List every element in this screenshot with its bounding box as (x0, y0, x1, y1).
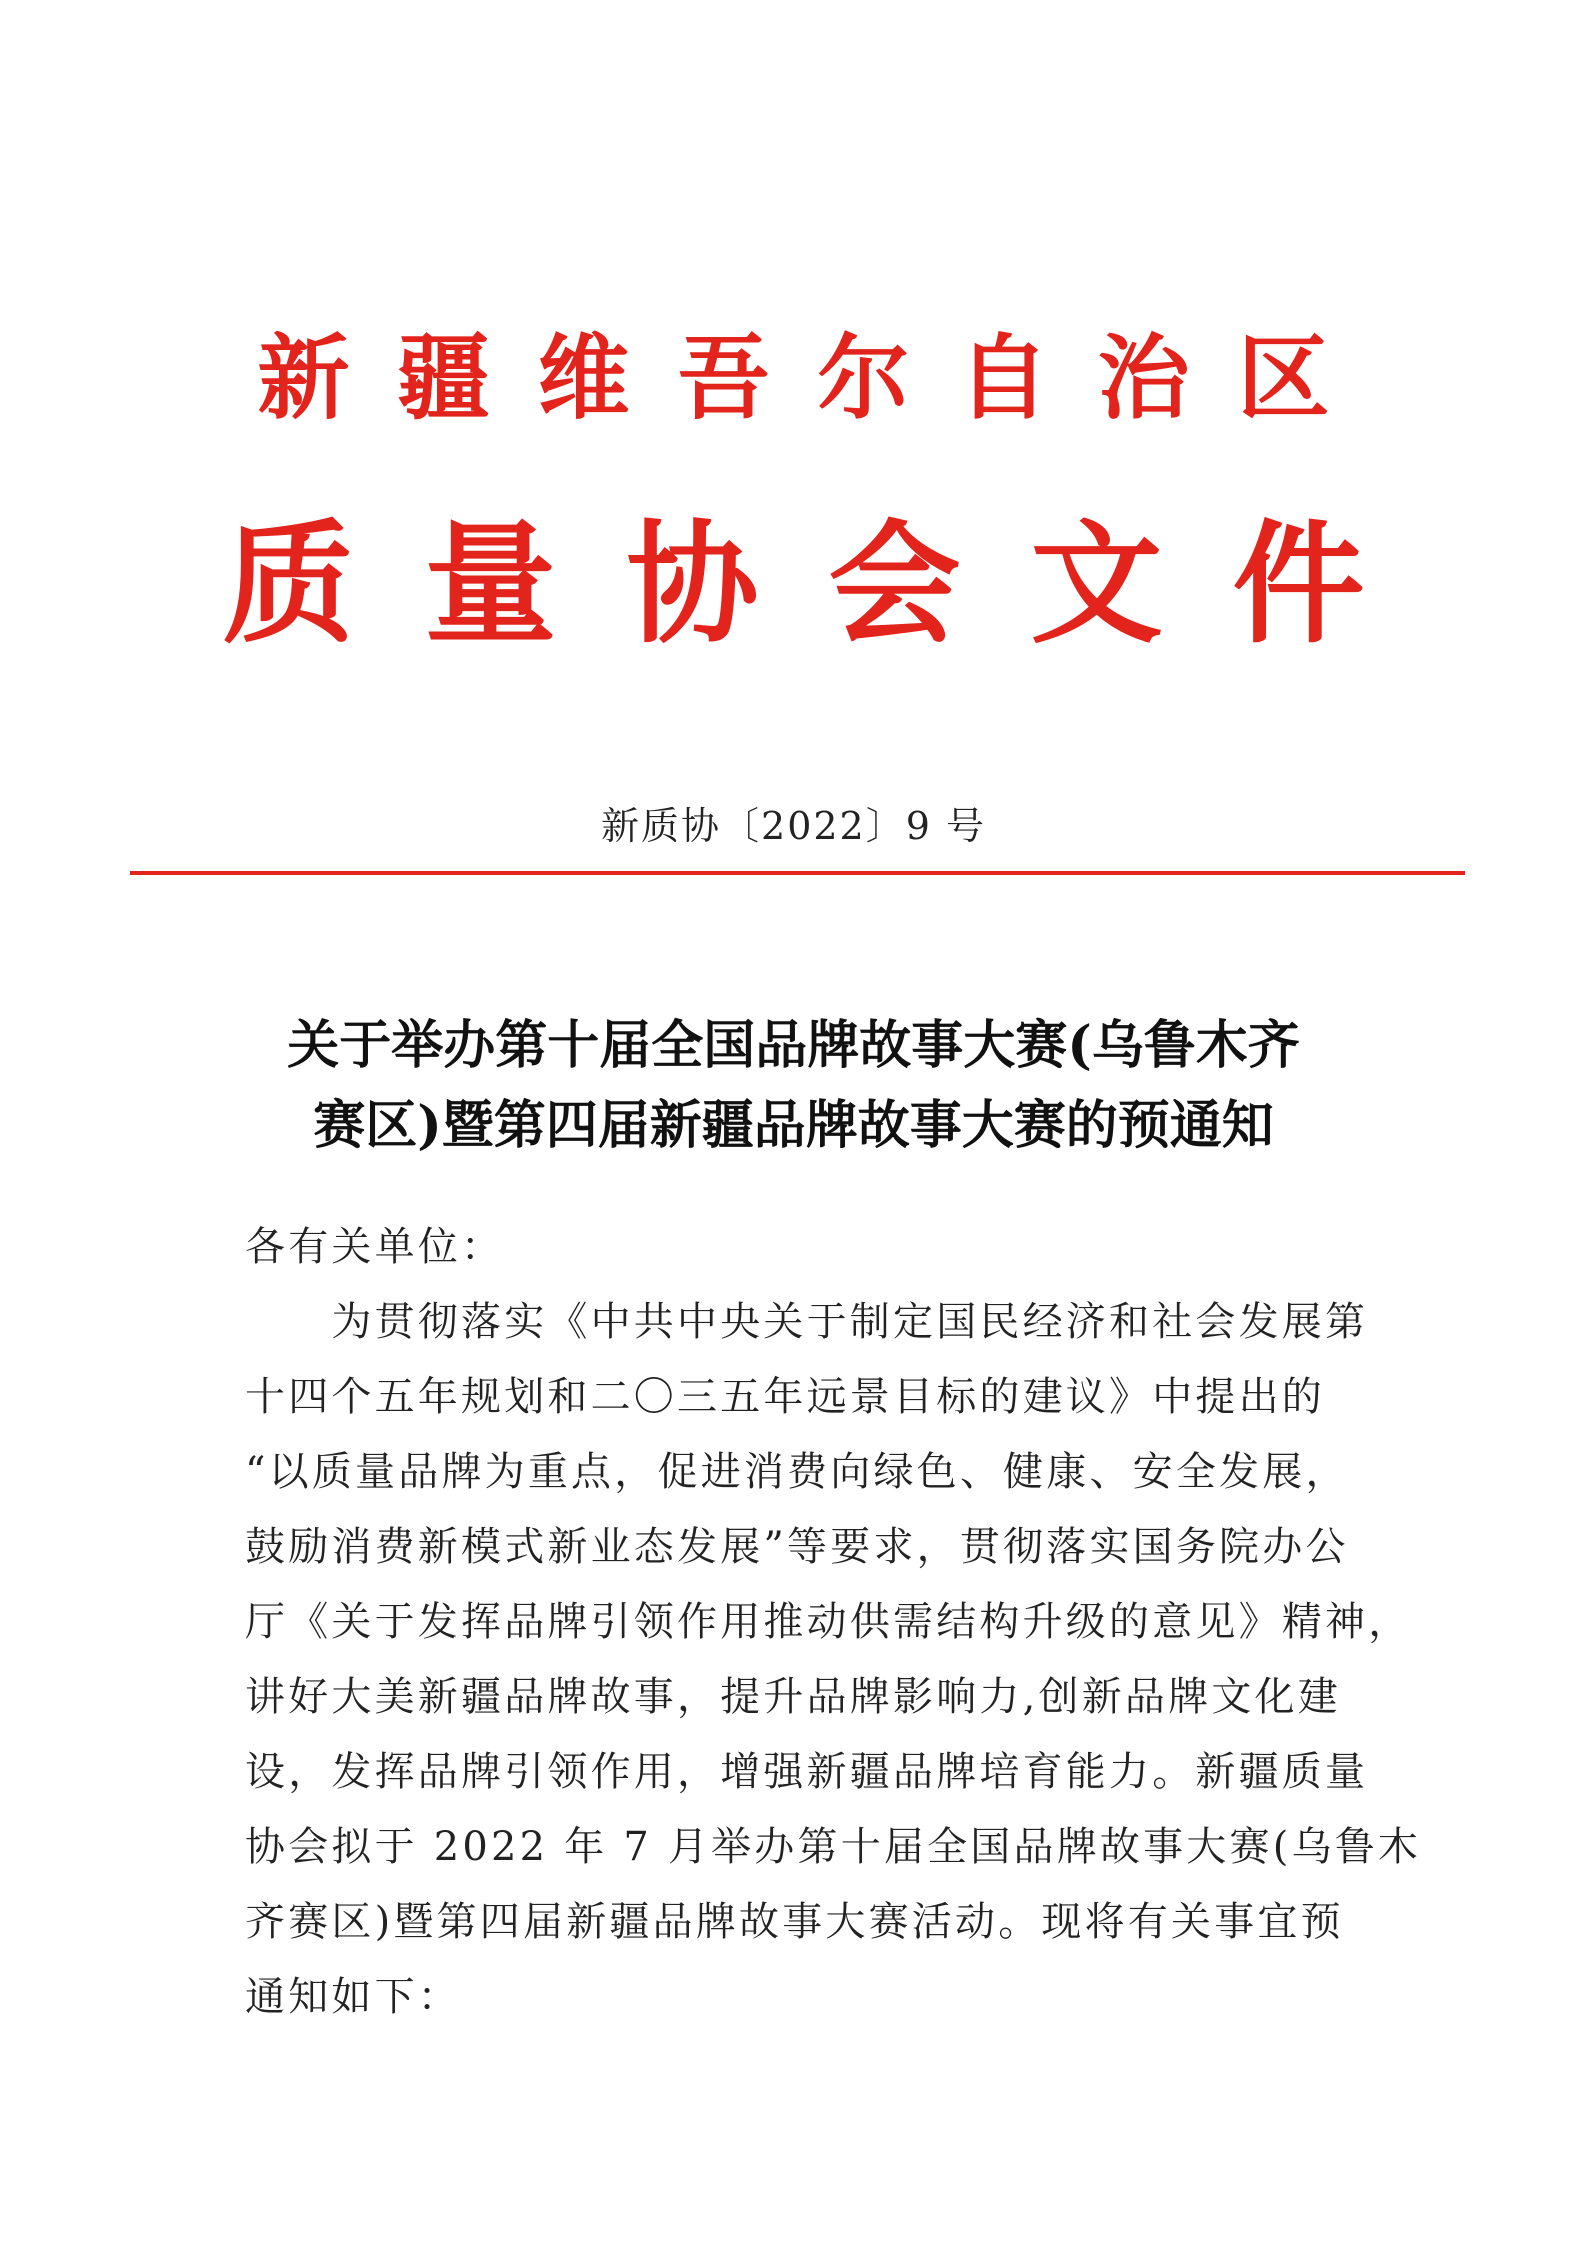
body-line: 通知如下： (245, 1974, 461, 2020)
body-line: 鼓励消费新模式新业态发展”等要求，贯彻落实国务院办公 (245, 1524, 1349, 1570)
salutation: 各有关单位： (245, 1224, 505, 1270)
document-number: 新质协〔2022〕9 号 (601, 804, 986, 848)
body-line: 十四个五年规划和二〇三五年远景目标的建议》中提出的 (245, 1374, 1325, 1420)
body-line: 齐赛区)暨第四届新疆品牌故事大赛活动。现将有关事宜预 (245, 1899, 1344, 1945)
issuer-name-line-1: 新疆维吾尔自治区 (257, 324, 1378, 432)
body-line: “以质量品牌为重点，促进消费向绿色、健康、安全发展， (245, 1449, 1349, 1495)
body-line: 为贯彻落实《中共中央关于制定国民经济和社会发展第 (245, 1299, 1369, 1345)
issuer-name-line-2: 质量协会文件 (222, 507, 1435, 662)
body-line: 协会拟于 2022 年 7 月举办第十届全国品牌故事大赛(乌鲁木 (245, 1824, 1422, 1870)
document-title-line-1: 关于举办第十届全国品牌故事大赛(乌鲁木齐 (287, 1015, 1300, 1076)
body-line: 设，发挥品牌引领作用，增强新疆品牌培育能力。新疆质量 (245, 1749, 1369, 1795)
body-line: 厅《关于发挥品牌引领作用推动供需结构升级的意见》精神， (245, 1599, 1412, 1645)
red-divider-line (130, 871, 1465, 875)
body-paragraph (245, 1290, 1422, 2040)
document-title-line-2: 赛区)暨第四届新疆品牌故事大赛的预通知 (313, 1095, 1274, 1156)
body-line: 讲好大美新疆品牌故事，提升品牌影响力,创新品牌文化建 (245, 1674, 1341, 1720)
